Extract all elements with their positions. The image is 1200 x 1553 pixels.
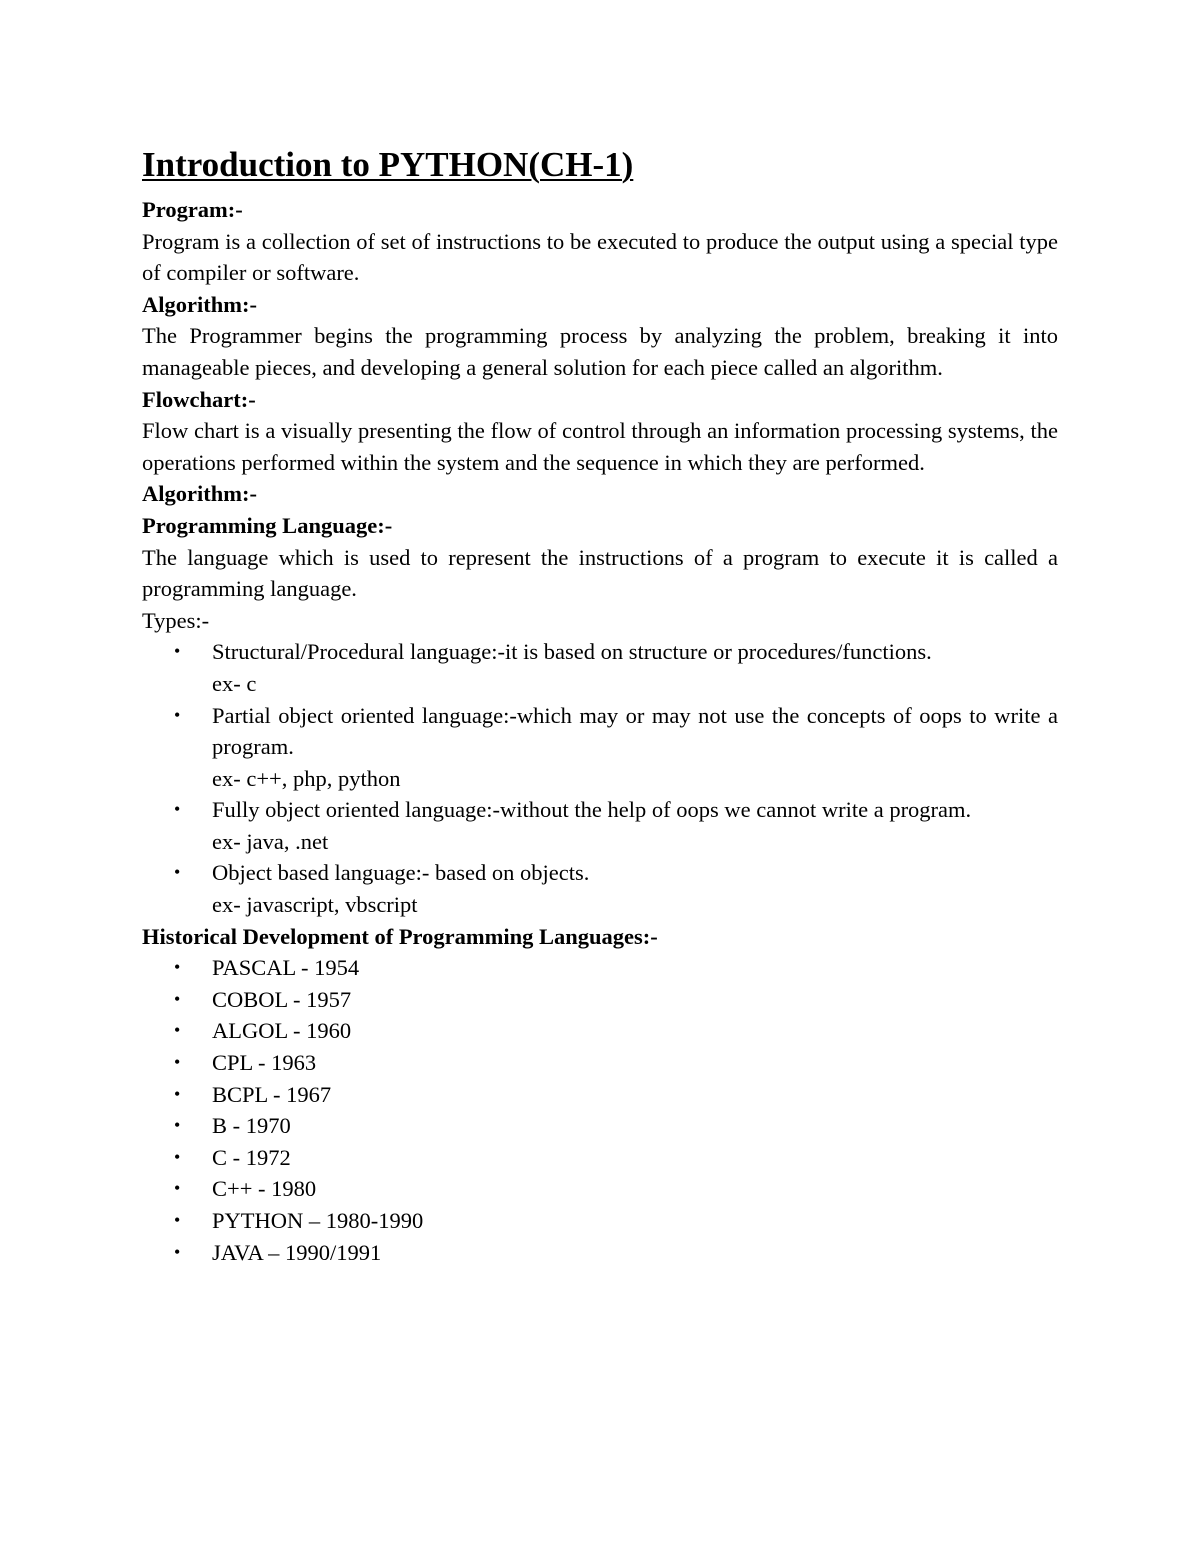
history-item-text: CPL - 1963: [212, 1050, 317, 1076]
bullet-icon: •: [174, 1052, 181, 1073]
bullet-icon: •: [174, 1146, 181, 1167]
history-item-text: B - 1970: [212, 1113, 291, 1139]
list-item: [142, 1047, 1058, 1079]
list-item: [142, 794, 1058, 857]
history-item-text: C - 1972: [212, 1144, 291, 1170]
language-type-example: ex- javascript, vbscript: [212, 892, 418, 918]
history-item-text: JAVA – 1990/1991: [212, 1239, 382, 1265]
bullet-icon: •: [174, 988, 181, 1009]
flowchart-text: Flow chart is a visually presenting the flow of control through an information processing systems, the operations performed within the system and the sequence in which they are performed.: [142, 418, 1058, 475]
program-heading: Program:-: [142, 197, 243, 222]
history-item-text: ALGOL - 1960: [212, 1018, 352, 1044]
history-item-text: BCPL - 1967: [212, 1081, 332, 1107]
list-item: [142, 1079, 1058, 1111]
language-types-list: [142, 636, 1058, 920]
flowchart-heading: Flowchart:-: [142, 386, 256, 412]
list-item: [142, 1142, 1058, 1174]
language-type-text: Object based language:- based on objects.: [212, 860, 590, 886]
language-type-example: ex- c++, php, python: [212, 765, 401, 791]
programming-language-text: The language which is used to represent the instructions of a program to execute it is called a programming language.: [142, 544, 1058, 602]
bullet-icon: •: [174, 957, 181, 978]
list-item: [142, 1110, 1058, 1142]
list-item: [142, 636, 1058, 699]
page-title: Introduction to PYTHON(CH-1): [142, 145, 634, 184]
list-item: [142, 700, 1058, 795]
list-item: [142, 1205, 1058, 1237]
list-item: [142, 1237, 1058, 1269]
bullet-icon: •: [174, 704, 181, 725]
list-item: [142, 1015, 1058, 1047]
bullet-icon: •: [174, 1178, 181, 1199]
algorithm-heading: Algorithm:-: [142, 291, 257, 317]
language-type-text: Structural/Procedural language:-it is based on structure or procedures/functions.: [212, 639, 932, 665]
list-item: [142, 857, 1058, 920]
algorithm-text: The Programmer begins the programming process by analyzing the problem, breaking it into manageable pieces, and developing a general solution for each piece called an algorithm.: [142, 323, 1058, 380]
bullet-icon: •: [174, 1115, 181, 1136]
language-type-text: Fully object oriented language:-without the help of oops we cannot write a program.: [212, 797, 972, 823]
algorithm-heading-2: Algorithm:-: [142, 481, 257, 507]
list-item: [142, 952, 1058, 984]
bullet-icon: •: [174, 1083, 181, 1104]
language-type-text: Partial object oriented language:-which may or may not use the concepts of oops to write a program.: [212, 702, 1058, 760]
history-list: [142, 952, 1058, 1268]
programming-language-heading: Programming Language:-: [142, 512, 393, 538]
history-item-text: COBOL - 1957: [212, 986, 352, 1012]
program-text: Program is a collection of set of instructions to be executed to produce the output using a special type of compiler or software.: [142, 228, 1058, 286]
history-heading: Historical Development of Programming Languages:-: [142, 923, 658, 949]
history-item-text: PYTHON – 1980-1990: [212, 1208, 424, 1233]
bullet-icon: •: [174, 799, 181, 820]
list-item: [142, 1173, 1058, 1205]
history-item-text: C++ - 1980: [212, 1176, 317, 1202]
bullet-icon: •: [174, 641, 181, 662]
types-label: Types:-: [142, 607, 210, 633]
language-type-example: ex- java, .net: [212, 828, 329, 854]
list-item: [142, 984, 1058, 1016]
language-type-example: ex- c: [212, 670, 257, 696]
bullet-icon: •: [174, 1020, 181, 1041]
bullet-icon: •: [174, 1241, 181, 1262]
history-item-text: PASCAL - 1954: [212, 955, 360, 981]
bullet-icon: •: [174, 862, 181, 883]
bullet-icon: •: [174, 1210, 181, 1230]
document-page: [142, 140, 1058, 1268]
